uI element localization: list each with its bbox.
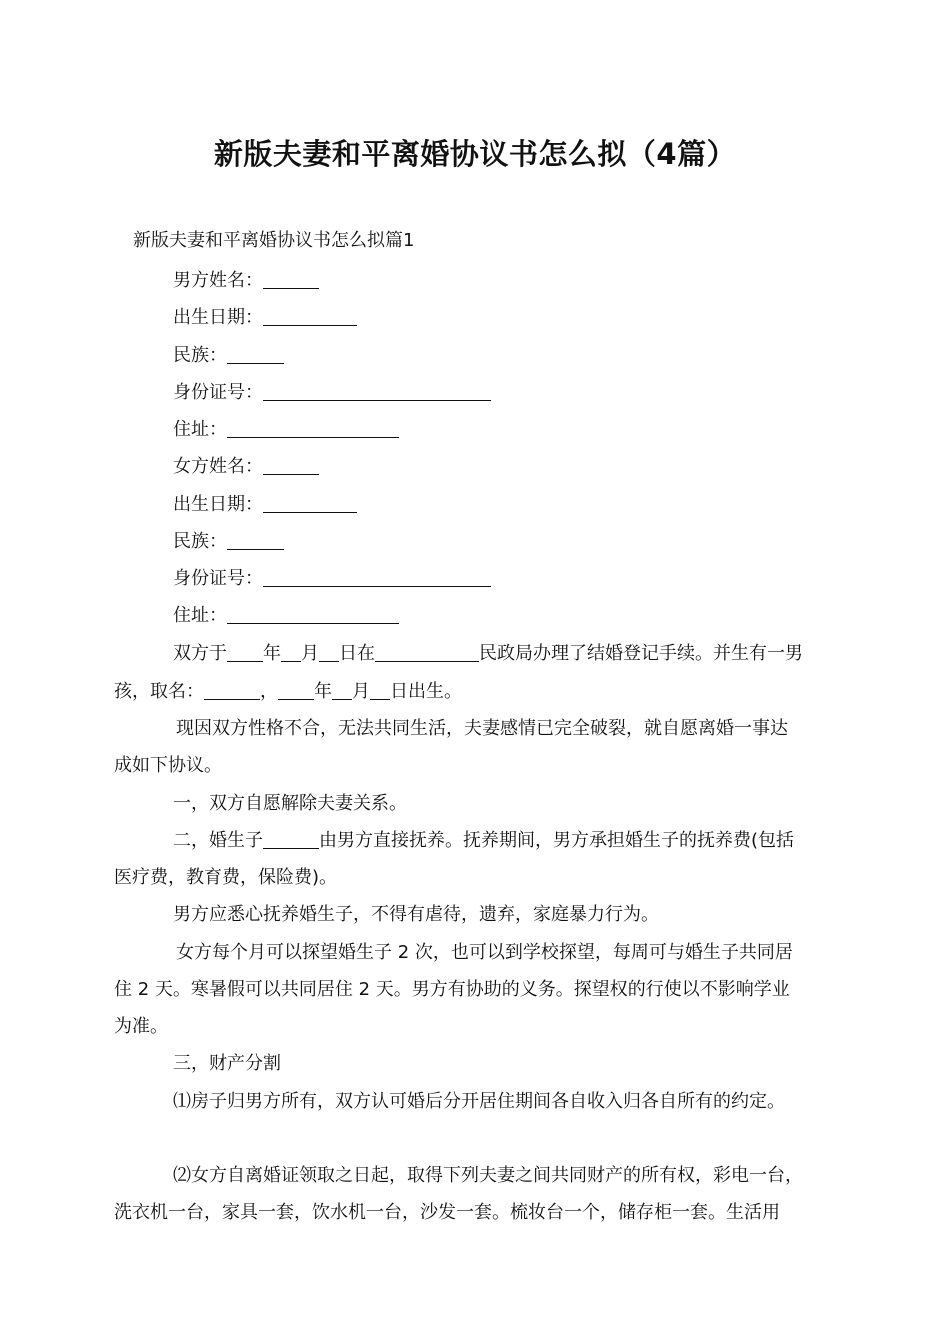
male-name-blank (263, 270, 319, 289)
female-birth-blank (263, 494, 357, 513)
text-span: ， (260, 681, 278, 702)
month-blank (332, 681, 352, 700)
year-blank (227, 643, 263, 662)
female-address-blank (227, 605, 399, 624)
female-name-label: 女方姓名： (173, 456, 263, 477)
bureau-blank (375, 643, 479, 662)
female-ethnicity-label: 民族： (173, 531, 227, 552)
male-birth-field (173, 303, 357, 329)
property-item-1: ⑴房子归男方所有，双方认可婚后分开居住期间各自收入归各自所有的约定。 (173, 1091, 785, 1112)
male-name-field (173, 266, 319, 292)
male-ethnicity-field (173, 341, 284, 367)
female-id-field (173, 564, 491, 590)
male-address-label: 住址： (173, 419, 227, 440)
day-blank (370, 681, 390, 700)
text-span: 二，婚生子 (173, 830, 263, 851)
text-span: 日在 (339, 643, 375, 664)
visitation-line1: 女方每个月可以探望婚生子 2 次，也可以到学校探望，每周可与婚生子共同居 (176, 942, 793, 963)
text-span: 月 (352, 681, 370, 702)
female-name-field (173, 452, 319, 478)
clause-2-note: 男方应悉心抚养婚生子，不得有虐待，遗弃，家庭暴力行为。 (173, 904, 659, 925)
property-item-2-line2: 洗衣机一台，家具一套，饮水机一台，沙发一套。梳妆台一个，储存柜一套。生活用 (114, 1202, 780, 1223)
document-title: 新版夫妻和平离婚协议书怎么拟（4篇） (213, 137, 737, 171)
month-blank (281, 643, 301, 662)
text-span: 孩，取名： (114, 681, 204, 702)
marriage-paragraph-line2 (114, 677, 462, 703)
male-id-label: 身份证号： (173, 382, 263, 403)
male-birth-label: 出生日期： (173, 307, 263, 328)
female-birth-field (173, 490, 357, 516)
female-id-blank (263, 568, 491, 587)
male-id-blank (263, 382, 491, 401)
female-ethnicity-field (173, 527, 284, 553)
clause-2-line2: 医疗费，教育费，保险费)。 (114, 867, 338, 888)
text-span: 年 (263, 643, 281, 664)
male-address-blank (227, 419, 399, 438)
reason-line1: 现因双方性格不合，无法共同生活，夫妻感情已完全破裂，就自愿离婚一事达 (176, 718, 788, 739)
child-blank (263, 830, 319, 849)
female-address-field (173, 601, 399, 627)
day-blank (319, 643, 339, 662)
text-span: 日出生。 (390, 681, 462, 702)
text-span: 民政局办理了结婚登记手续。并生有一男 (479, 643, 803, 664)
male-address-field (173, 415, 399, 441)
female-id-label: 身份证号： (173, 568, 263, 589)
visitation-line2: 住 2 天。寒暑假可以共同居住 2 天。男方有协助的义务。探望权的行使以不影响学业 (114, 979, 790, 1000)
male-name-label: 男方姓名： (173, 270, 263, 291)
text-span: 年 (314, 681, 332, 702)
reason-line2: 成如下协议。 (114, 755, 222, 776)
property-item-2-line1: ⑵女方自离婚证领取之日起，取得下列夫妻之间共同财产的所有权，彩电一台， (173, 1165, 803, 1186)
text-span: 双方于 (173, 643, 227, 664)
clause-1: 一，双方自愿解除夫妻关系。 (173, 793, 407, 814)
male-ethnicity-blank (227, 345, 284, 364)
female-birth-label: 出生日期： (173, 494, 263, 515)
male-ethnicity-label: 民族： (173, 345, 227, 366)
child-name-blank (204, 681, 260, 700)
clause-2-line1 (173, 826, 794, 852)
female-name-blank (263, 456, 319, 475)
text-span: 月 (301, 643, 319, 664)
visitation-line3: 为准。 (114, 1016, 168, 1037)
male-id-field (173, 378, 491, 404)
male-birth-blank (263, 307, 357, 326)
section-heading: 新版夫妻和平离婚协议书怎么拟篇1 (133, 230, 415, 251)
female-address-label: 住址： (173, 605, 227, 626)
marriage-paragraph-line1 (173, 639, 803, 665)
text-span: 由男方直接抚养。抚养期间，男方承担婚生子的抚养费(包括 (319, 830, 795, 851)
female-ethnicity-blank (227, 531, 284, 550)
clause-3: 三，财产分割 (173, 1053, 281, 1074)
year-blank (278, 681, 314, 700)
